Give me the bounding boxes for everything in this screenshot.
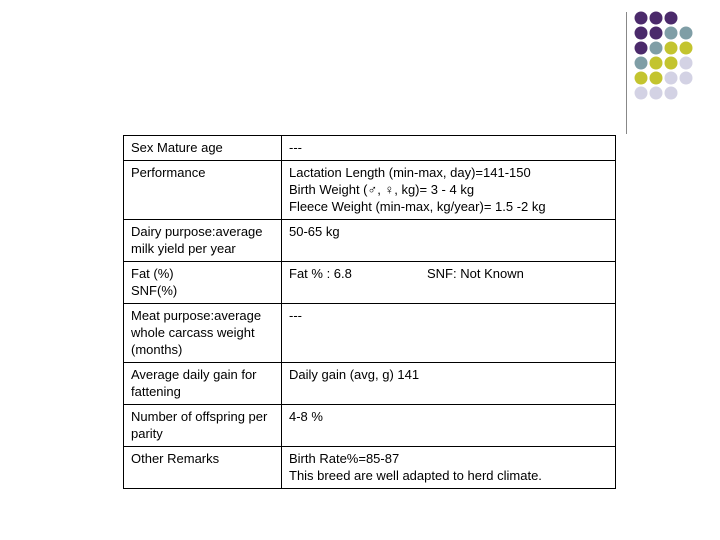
- decorative-dot: [650, 27, 663, 40]
- decorative-dot: [665, 57, 678, 70]
- row-value: [282, 405, 616, 447]
- value-line: 50-65 kg: [289, 224, 340, 239]
- decorative-dot: [635, 57, 648, 70]
- decorative-dot: [650, 57, 663, 70]
- table-row: [124, 363, 616, 405]
- row-label: Meat purpose:average whole carcass weight (months): [124, 304, 282, 363]
- value-line: Fleece Weight (min-max, kg/year)= 1.5 -2 kg: [289, 199, 546, 214]
- decorative-dot: [680, 27, 693, 40]
- snf-value: SNF: Not Known: [427, 266, 524, 281]
- table-row: [124, 262, 616, 304]
- row-value: [282, 161, 616, 220]
- row-value: [282, 220, 616, 262]
- row-value: [282, 363, 616, 405]
- decorative-dot: [665, 72, 678, 85]
- decorative-dot: [665, 27, 678, 40]
- row-value: [282, 447, 616, 489]
- decorative-dot: [635, 12, 648, 25]
- decorative-dot: [635, 87, 648, 100]
- row-label: Number of offspring per parity: [124, 405, 282, 447]
- value-line: ---: [289, 308, 302, 323]
- decorative-vertical-line: [626, 12, 627, 134]
- decorative-dot: [680, 57, 693, 70]
- table-row: [124, 405, 616, 447]
- value-line: Lactation Length (min-max, day)=141-150: [289, 165, 531, 180]
- decorative-dot: [680, 72, 693, 85]
- table-row: [124, 304, 616, 363]
- table-row: [124, 161, 616, 220]
- decorative-dot: [650, 87, 663, 100]
- row-label: Performance: [124, 161, 282, 220]
- decorative-dot: [665, 12, 678, 25]
- value-line: Daily gain (avg, g) 141: [289, 367, 420, 382]
- table-row: [124, 447, 616, 489]
- decorative-dot: [635, 42, 648, 55]
- value-line: ---: [289, 140, 302, 155]
- row-value: [282, 136, 616, 161]
- value-line: Birth Weight (♂, ♀, kg)= 3 - 4 kg: [289, 182, 475, 197]
- row-value: [282, 262, 616, 304]
- value-line: 4-8 %: [289, 409, 323, 424]
- decorative-dot: [650, 72, 663, 85]
- decorative-dot: [680, 42, 693, 55]
- value-line: This breed are well adapted to herd climate.: [289, 468, 542, 483]
- row-label: Dairy purpose:average milk yield per year: [124, 220, 282, 262]
- table-row: [124, 136, 616, 161]
- table-row: [124, 220, 616, 262]
- row-label: Average daily gain for fattening: [124, 363, 282, 405]
- fat-value: Fat % : 6.8: [289, 266, 352, 281]
- decorative-dot: [650, 12, 663, 25]
- decorative-dot: [665, 87, 678, 100]
- breed-info-table: [123, 135, 616, 489]
- row-label: Other Remarks: [124, 447, 282, 489]
- decorative-dot: [635, 27, 648, 40]
- decorative-dot: [665, 42, 678, 55]
- row-label: Fat (%) SNF(%): [124, 262, 282, 304]
- decorative-dot: [635, 72, 648, 85]
- row-value: [282, 304, 616, 363]
- value-line: Birth Rate%=85-87: [289, 451, 400, 466]
- decorative-dot: [650, 42, 663, 55]
- row-label: Sex Mature age: [124, 136, 282, 161]
